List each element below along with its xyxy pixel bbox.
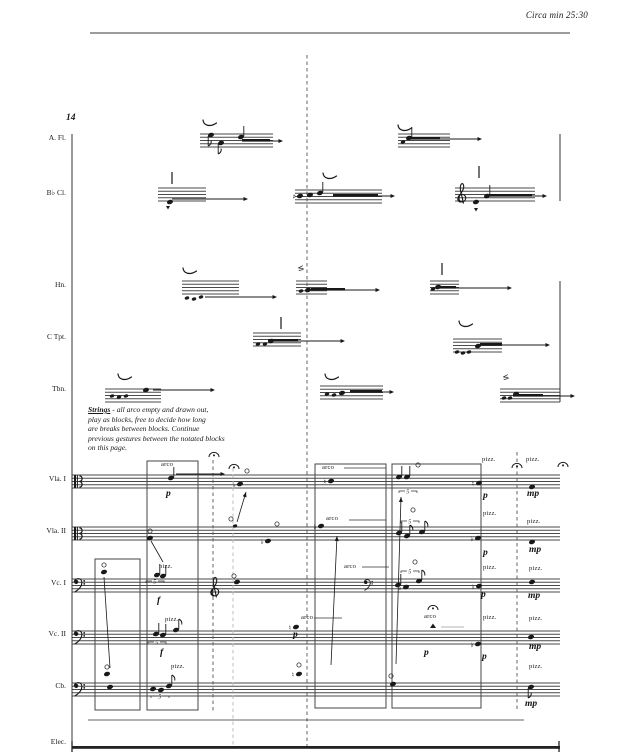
alto-clef-icon: [74, 475, 76, 488]
gesture-arc-icon: [459, 321, 473, 326]
harmonic-circle-icon: [148, 529, 152, 533]
accidental-flat: ♭: [470, 534, 474, 543]
dynamic-mp: mp: [529, 642, 542, 652]
accidental-natural: ♮: [471, 479, 475, 488]
arrowhead-icon: [390, 390, 395, 394]
treble-clef-icon: [458, 184, 466, 204]
tuplet-number: 5: [406, 489, 410, 496]
instrument-label-cb: Cb.: [55, 681, 66, 690]
instrument-label-vlaii: Vla. II: [46, 526, 66, 535]
notehead: [466, 350, 471, 354]
technique-arco: arco: [344, 563, 357, 570]
dynamic-mp: mp: [525, 699, 538, 709]
notehead: [264, 538, 271, 544]
dynamic-p: p: [482, 652, 487, 662]
notehead: [338, 390, 345, 396]
notehead: [109, 394, 114, 398]
instrument-label-vcii: Vc. II: [48, 629, 66, 638]
note-flag: [528, 693, 531, 699]
technique-pizz: pizz.: [165, 616, 179, 623]
accent-mark-icon: [474, 208, 478, 212]
notehead: [434, 284, 441, 290]
instrument-label-bcl: B♭ Cl.: [46, 188, 66, 197]
instrument-label-elec: Elec.: [50, 737, 66, 746]
glissando-line: [331, 536, 337, 665]
dynamic-p: p: [483, 548, 488, 558]
accidental-natural: ♮: [323, 477, 327, 486]
technique-pizz: pizz.: [529, 615, 543, 622]
accidental-flat: ♭: [260, 537, 264, 546]
arrowhead-icon: [399, 497, 403, 502]
dynamic-p: p: [424, 648, 429, 658]
technique-arco: arco: [161, 461, 174, 468]
accidental-flat: ♭: [470, 640, 474, 649]
arrowhead-icon: [243, 492, 247, 497]
accidental-natural: ♮: [291, 670, 295, 679]
electronics-track-band: [72, 746, 560, 749]
accidental-flat: ♭: [232, 480, 236, 489]
wedge-symbol: ≤: [296, 262, 305, 273]
gesture-arc-icon: [183, 268, 197, 273]
strings-note-line: on this page.: [88, 443, 128, 453]
tuplet-number: 5: [158, 694, 162, 701]
notehead: [103, 671, 110, 677]
accidental-flat: ♭: [471, 582, 475, 591]
dynamic-f: f: [160, 648, 164, 658]
harmonic-circle-icon: [411, 508, 415, 512]
gesture-arc-icon: [118, 374, 132, 379]
notehead: [184, 296, 189, 300]
harmonic-circle-icon: [229, 517, 233, 521]
arrowhead-icon: [543, 194, 548, 198]
notehead: [295, 671, 302, 677]
arrowhead-icon: [244, 197, 249, 201]
notehead: [233, 579, 240, 585]
accidental-natural: ♮: [288, 623, 292, 632]
notehead: [331, 393, 336, 397]
note-flag: [410, 525, 413, 531]
technique-pizz: pizz.: [527, 518, 541, 525]
treble-clef-icon: [211, 577, 219, 597]
technique-pizz: pizz.: [483, 510, 497, 517]
strings-note-body: - all arco empty and drawn out,: [110, 405, 209, 414]
arrowhead-icon: [273, 295, 278, 299]
technique-arco: arco: [424, 613, 437, 620]
gesture-arc-icon: [323, 173, 337, 178]
notehead: [460, 351, 465, 355]
notehead: [123, 394, 128, 398]
accidental-flat: ♭: [313, 522, 317, 531]
fermata-dot: [562, 464, 564, 466]
note-flag: [208, 141, 211, 147]
technique-pizz: pizz.: [483, 564, 497, 571]
strings-note-title: Strings: [88, 405, 111, 414]
note-flag: [422, 570, 425, 576]
notehead: [472, 199, 479, 205]
notehead: [527, 634, 534, 640]
alto-clef-icon: [77, 527, 78, 540]
instrument-label-tbn: Tbn.: [52, 384, 66, 393]
arrowhead-icon: [571, 394, 576, 398]
notehead: [298, 289, 303, 293]
instrument-label-hn: Hn.: [54, 280, 66, 289]
dynamic-p: p: [166, 489, 171, 499]
dynamic-mp: mp: [527, 489, 540, 499]
dynamic-f: f: [157, 596, 161, 606]
triangle-notehead: [430, 624, 436, 629]
glissando-line: [151, 541, 163, 562]
notehead: [475, 583, 482, 589]
notehead: [198, 295, 203, 299]
strings-note-line: are breaks between blocks. Continue: [88, 424, 200, 434]
fermata-dot: [213, 454, 215, 456]
notehead: [507, 396, 512, 400]
wedge-symbol: ≤: [501, 371, 510, 382]
tuplet-number: 5: [408, 569, 412, 576]
instrument-label-vci: Vc. I: [51, 578, 66, 587]
dynamic-mp: mp: [528, 591, 541, 601]
harmonic-circle-icon: [245, 469, 249, 473]
strings-note-line: previous gestures between the notated blocks: [88, 433, 225, 443]
strings-note-line: play as blocks, free to decide how long: [88, 414, 206, 424]
harmonic-circle-icon: [102, 563, 106, 567]
fermata-dot: [233, 466, 235, 468]
technique-pizz: pizz.: [171, 663, 185, 670]
accent-mark-icon: [166, 206, 170, 210]
notehead: [327, 478, 334, 484]
notehead: [317, 523, 324, 529]
technique-pizz: pizz.: [529, 565, 543, 572]
glissando-line: [104, 577, 110, 668]
arrowhead-icon: [391, 194, 396, 198]
arrowhead-icon: [508, 286, 513, 290]
harmonic-circle-icon: [232, 574, 236, 578]
block-frame: [315, 464, 386, 708]
arrowhead-icon: [341, 339, 346, 343]
note-flag: [425, 521, 428, 527]
technique-arco: arco: [301, 614, 314, 621]
page-number: 14: [66, 113, 76, 123]
notehead: [166, 199, 173, 205]
notehead: [501, 396, 506, 400]
instrument-label-vlai: Vla. I: [48, 474, 66, 483]
note-flag: [179, 619, 182, 625]
alto-clef-icon: [74, 527, 76, 540]
technique-pizz: pizz.: [483, 614, 497, 621]
note-flag: [172, 675, 175, 681]
harmonic-circle-icon: [275, 522, 279, 526]
instrument-label-ctpt: C Tpt.: [46, 332, 66, 341]
technique-pizz: pizz.: [482, 456, 496, 463]
arrowhead-icon: [376, 288, 381, 292]
notehead: [149, 686, 156, 692]
notehead: [454, 350, 459, 354]
fermata-dot: [432, 607, 434, 609]
arrowhead-icon: [478, 137, 483, 141]
gesture-arc-icon: [325, 374, 339, 379]
harmonic-circle-icon: [105, 665, 109, 669]
notehead: [528, 579, 535, 585]
gesture-arc-icon: [203, 120, 217, 125]
technique-arco: arco: [326, 515, 339, 522]
arrowhead-icon: [279, 139, 284, 143]
tuplet-number: 5: [408, 519, 412, 526]
dynamic-p: p: [483, 491, 488, 501]
accidental-flat: ♭: [398, 583, 402, 592]
dynamic-mp: mp: [529, 545, 542, 555]
technique-pizz: pizz.: [526, 456, 540, 463]
tuplet-number: 5: [153, 579, 157, 586]
harmonic-circle-icon: [413, 560, 417, 564]
harmonic-circle-icon: [297, 663, 301, 667]
notehead: [296, 193, 303, 199]
arrowhead-icon: [546, 343, 551, 347]
notehead: [191, 297, 196, 301]
instrument-label-afl: A. Fl.: [48, 133, 66, 142]
technique-pizz: pizz.: [529, 663, 543, 670]
tuplet-number: 5: [155, 640, 159, 647]
tempo-duration-note: Circa min 25:30: [525, 10, 588, 20]
dynamic-p: p: [481, 590, 486, 600]
technique-arco: arco: [322, 464, 335, 471]
alto-clef-icon: [77, 475, 78, 488]
dynamic-p: p: [293, 630, 298, 640]
technique-pizz: pizz.: [159, 563, 173, 570]
notehead: [157, 687, 164, 693]
note-flag: [218, 149, 221, 155]
arrowhead-icon: [211, 388, 216, 392]
glissando-line: [396, 497, 401, 664]
fermata-dot: [516, 465, 518, 467]
accidental-sharp: ♯: [292, 192, 296, 201]
notehead: [100, 569, 107, 575]
gesture-arc-icon: [398, 125, 412, 130]
